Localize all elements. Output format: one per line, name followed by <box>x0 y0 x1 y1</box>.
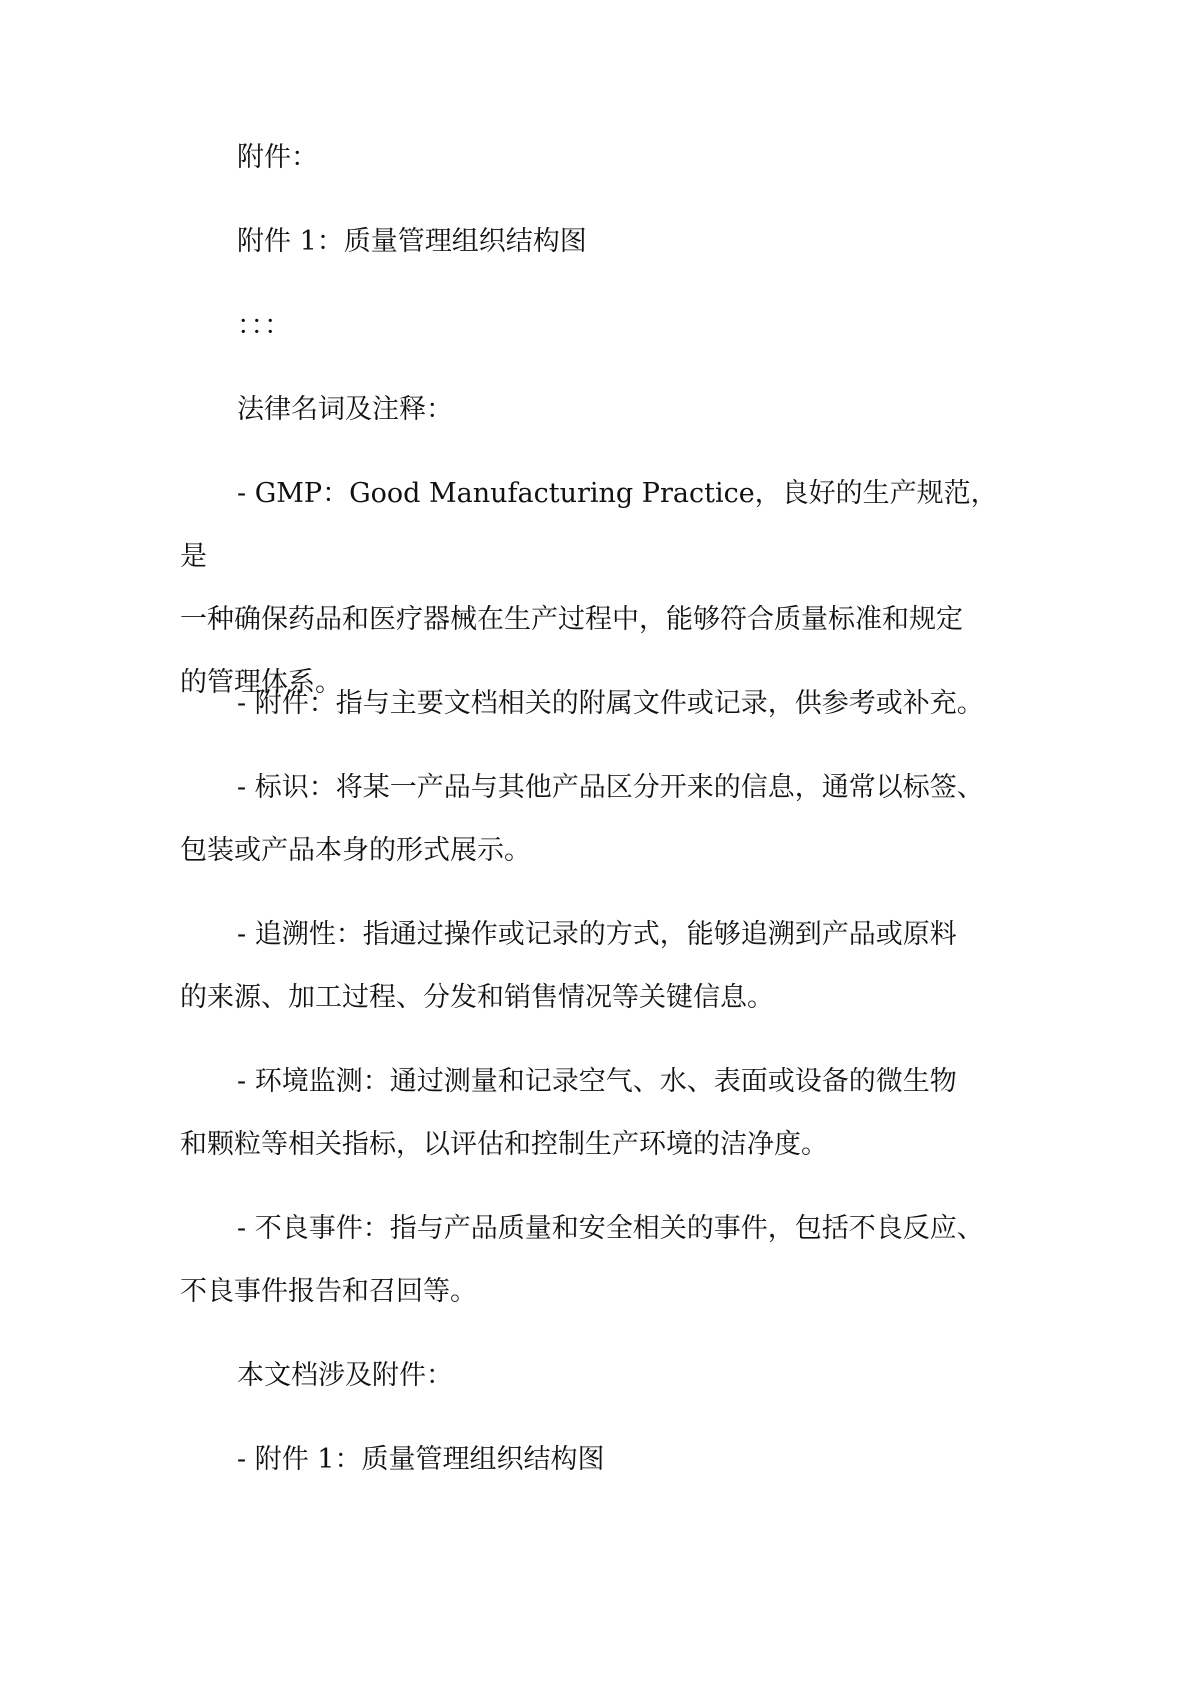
colon-row: ：：： <box>237 310 291 341</box>
attachments-list-item-1: - 附件 1：质量管理组织结构图 <box>237 1444 605 1475</box>
glossary-item-attachment: - 附件：指与主要文档相关的附属文件或记录，供参考或补充。 <box>237 688 984 719</box>
glossary-item-gmp: - GMP：Good Manufacturing Practice，良好的生产规范，是 一种确保药品和医疗器械在生产过程中，能够符合质量标准和规定 的管理体系。 <box>180 478 998 698</box>
glossary-item-traceability: - 追溯性：指通过操作或记录的方式，能够追溯到产品或原料 的来源、加工过程、分发和销售情况等关键信息。 <box>180 919 957 1013</box>
attachment-1-title: 附件 1：质量管理组织结构图 <box>237 226 587 257</box>
glossary-item-identification: - 标识：将某一产品与其他产品区分开来的信息，通常以标签、 包装或产品本身的形式展示。 <box>180 772 984 866</box>
glossary-item-adverse-event: - 不良事件：指与产品质量和安全相关的事件，包括不良反应、 不良事件报告和召回等。 <box>180 1213 984 1307</box>
attachment-heading: 附件： <box>237 142 318 173</box>
glossary-item-environment-monitoring: - 环境监测：通过测量和记录空气、水、表面或设备的微生物 和颗粒等相关指标，以评估和控制生产环境的洁净度。 <box>180 1066 957 1160</box>
attachments-list-heading: 本文档涉及附件： <box>237 1360 453 1391</box>
glossary-heading: 法律名词及注释： <box>237 394 453 425</box>
